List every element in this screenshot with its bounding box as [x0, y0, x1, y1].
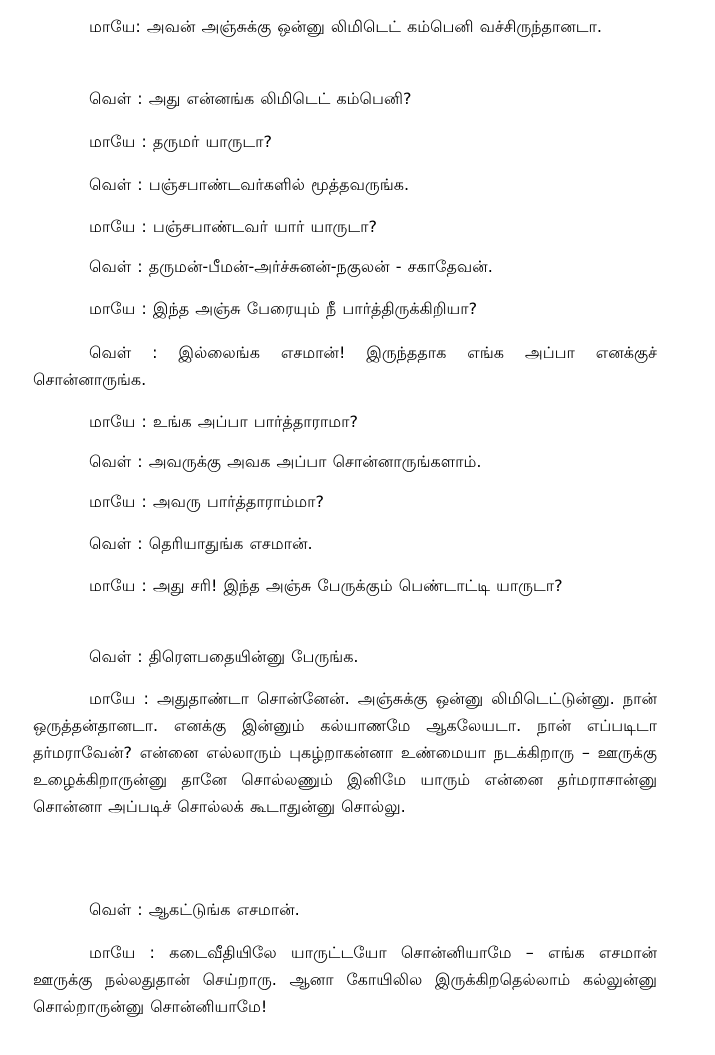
- dialogue-paragraph-16: வெள் : ஆகட்டுங்க எசமான்.: [89, 900, 300, 919]
- dialogue-paragraph-11: மாயே : அவரு பார்த்தாராம்மா?: [89, 492, 324, 511]
- dialogue-paragraph-6: வெள் : தருமன்-பீமன்-அர்ச்சுனன்-நகுலன் - சகாதேவன்.: [89, 257, 493, 276]
- dialogue-paragraph-9: மாயே : உங்க அப்பா பார்த்தாராமா?: [89, 412, 358, 431]
- dialogue-paragraph-8: வெள் : இல்லைங்க எசமான்! இருந்ததாக எங்க அப்பா எனக்குச் சொன்னாருங்க.: [33, 343, 657, 389]
- dialogue-paragraph-5: மாயே : பஞ்சபாண்டவர் யார் யாருடா?: [89, 217, 377, 236]
- dialogue-paragraph-7: மாயே : இந்த அஞ்சு பேரையும் நீ பார்த்திருக்கிறியா?: [89, 299, 478, 318]
- dialogue-paragraph-13: மாயே : அது சரி! இந்த அஞ்சு பேருக்கும் பெண்டாட்டி யாருடா?: [89, 576, 563, 595]
- dialogue-paragraph-17: மாயே : கடைவீதியிலே யாருட்டயோ சொன்னியாமே – எங்க எசமான் ஊருக்கு நல்லதுதான் செய்றாரு. ஆனா கோயிலில இருக்கிறதெல்லாம் கல்லுன்னு சொல்றாருன்னு சொன்னியாமே!: [33, 943, 657, 1016]
- dialogue-paragraph-15: மாயே : அதுதாண்டா சொன்னேன். அஞ்சுக்கு ஒன்னு லிமிடெட்டுன்னு. நான் ஒருத்தன்தானடா. எனக்கு இன்னும் கல்யாணமே ஆகலேயடா. நான் எப்படிடா தர்மராவேன்? என்னை எல்லாரும் புகழ்றாகன்னா உண்மையா நடக்கிறாரு – ஊருக்கு உழைக்கிறாருன்னு தானே சொல்லணும் இனிமே யாரும் என்னை தர்மராசான்னு சொன்னா அப்படிச் சொல்லக் கூடாதுன்னு சொல்லு.: [33, 689, 657, 816]
- dialogue-paragraph-12: வெள் : தெரியாதுங்க எசமான்.: [89, 534, 313, 553]
- dialogue-paragraph-1: மாயே: அவன் அஞ்சுக்கு ஒன்னு லிமிடெட் கம்பெனி வச்சிருந்தானடா.: [89, 17, 602, 36]
- dialogue-paragraph-2: வெள் : அது என்னங்க லிமிடெட் கம்பெனி?: [89, 89, 412, 108]
- dialogue-paragraph-10: வெள் : அவருக்கு அவக அப்பா சொன்னாருங்களாம்.: [89, 452, 482, 471]
- dialogue-paragraph-3: மாயே : தருமர் யாருடா?: [89, 132, 272, 151]
- dialogue-paragraph-4: வெள் : பஞ்சபாண்டவர்களில் மூத்தவருங்க.: [89, 175, 410, 194]
- dialogue-paragraph-14: வெள் : திரௌபதையின்னு பேருங்க.: [89, 647, 359, 666]
